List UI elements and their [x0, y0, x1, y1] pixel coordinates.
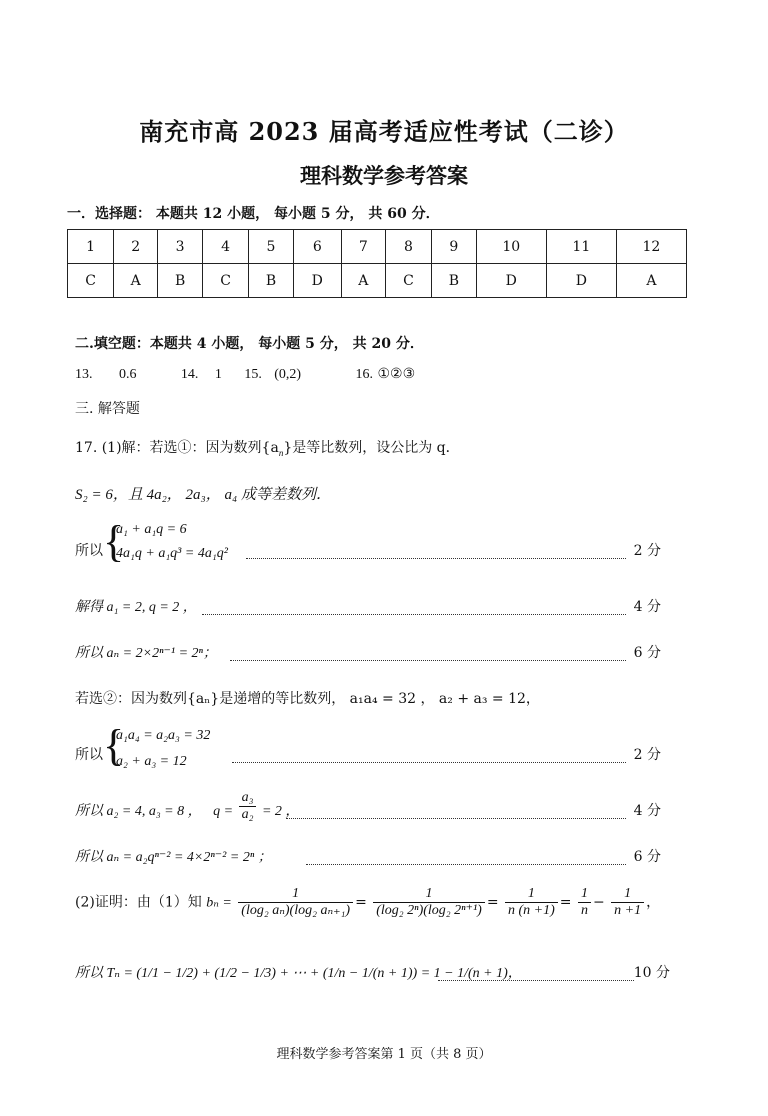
fraction: [611, 886, 644, 919]
brace-icon: {: [103, 721, 125, 770]
question-number: 10: [476, 230, 546, 264]
q17-intro-sub: n: [278, 447, 284, 458]
section1-heading: 一．选择题： 本题共 12 小题， 每小题 5 分， 共 60 分．: [67, 206, 440, 222]
fraction: [373, 886, 485, 919]
denominator: (log₂ 2ⁿ)(log₂ 2ⁿ⁺¹): [376, 903, 482, 918]
question-number: 11: [546, 230, 616, 264]
denominator: (log₂ aₙ)(log₂ aₙ₊₁): [241, 903, 351, 918]
question-number: 6: [293, 230, 341, 264]
q-numerator: a₃: [239, 790, 257, 807]
question-number: 12: [616, 230, 686, 264]
question-number: 1: [68, 230, 114, 264]
solve-line: 解得 a₁ = 2, q = 2 ，: [75, 600, 197, 615]
fraction: [238, 886, 353, 919]
q-lhs: q =: [213, 804, 234, 819]
numerator: 1: [611, 886, 644, 903]
answer-value: 1: [214, 367, 222, 382]
table-row: [68, 230, 687, 264]
option2-line: 若选②：因为数列{aₙ}是递增的等比数列， a₁a₄ = 32 ， a₂ + a₃ = 12，: [75, 691, 540, 707]
score-label: 6 分: [633, 849, 661, 865]
answer-letter: A: [114, 264, 158, 298]
section3-heading: 三. 解答题: [75, 401, 140, 417]
q17-condition: S₂ = 6，且 4a₂， 2a₃， a₄ 成等差数列．: [75, 487, 331, 503]
fraction: [505, 886, 558, 919]
answer-letter: D: [546, 264, 616, 298]
page-subtitle: 理科数学参考答案: [300, 163, 468, 188]
answer-letter: D: [293, 264, 341, 298]
answer-letter: C: [385, 264, 431, 298]
numerator: 1: [238, 886, 353, 903]
so-label: 所以: [75, 543, 103, 559]
q17-intro-tail: }是等比数列，设公比为 q．: [283, 440, 460, 456]
question-number: 15.: [244, 367, 262, 382]
answer-letter: B: [249, 264, 294, 298]
system-line: 4a₁q + a₁q³ = 4a₁q²: [116, 546, 228, 561]
question-number: 14.: [180, 367, 199, 382]
answer-letter: D: [476, 264, 546, 298]
result-line: 所以 aₙ = 2×2ⁿ⁻¹ = 2ⁿ；: [75, 646, 217, 661]
dot-leader: [232, 752, 626, 771]
tn-lead: 所以 Tₙ =: [75, 966, 133, 981]
section2-heading: 二.填空题：本题共 4 小题， 每小题 5 分， 共 20 分．: [75, 336, 424, 352]
score-label: 6 分: [633, 645, 661, 661]
answer-value: (0,2): [274, 367, 302, 382]
question-number: 7: [341, 230, 385, 264]
tn-expression: (1/1 − 1/2) + (1/2 − 1/3) + ⋯ + (1/n − 1/(n + 1)) = 1 − 1/(n + 1)，: [136, 966, 522, 981]
numerator: 1: [578, 886, 591, 903]
q-denominator: a₂: [241, 807, 254, 823]
table-row: [68, 264, 687, 298]
dot-leader: [230, 650, 626, 669]
a23-line: [75, 790, 300, 823]
proof-line: (2)证明：由（1）知 bₙ = $\frac{1}{\text{(log₂ aₙ)(log₂ aₙ₊₁)}}$ = $\frac{1}{\text{(log₂ 2ⁿ)(log₂ 2ⁿ⁺¹)}}$ = $\frac{1}{n (n +1)}$ = $\frac{1}{n}$ − $\frac{1}{n +1}$ ，: [75, 886, 661, 918]
denominator: n: [580, 903, 588, 918]
answer-value: ①②③: [377, 366, 416, 382]
brace-icon: {: [103, 517, 125, 566]
score-label: 2 分: [633, 747, 661, 763]
question-number: 16.: [355, 367, 374, 382]
dot-leader: [202, 604, 626, 623]
dot-leader: [246, 548, 626, 567]
answer-value: 0.6: [118, 367, 137, 382]
score-label: 2 分: [633, 543, 661, 559]
answer-letter: B: [432, 264, 477, 298]
answer-letter: C: [203, 264, 249, 298]
so-label: 所以: [75, 747, 103, 763]
question-number: 8: [385, 230, 431, 264]
dot-leader: [306, 854, 626, 873]
page-footer: 理科数学参考答案第 1 页（共 8 页）: [276, 1047, 492, 1062]
proof-lead: (2)证明：由（1）知: [75, 894, 202, 911]
question-number: 13.: [75, 367, 93, 382]
fraction: [578, 886, 591, 919]
denominator: n +1: [614, 903, 642, 918]
q17-intro: [75, 437, 460, 458]
score-label: 4 分: [633, 803, 661, 819]
answer-letter: A: [341, 264, 385, 298]
answer-table: [67, 229, 687, 298]
q-rhs: = 2 ，: [261, 804, 300, 819]
score-label: 4 分: [633, 599, 661, 615]
question-number: 4: [203, 230, 249, 264]
answer-letter: A: [616, 264, 686, 298]
question-number: 9: [432, 230, 477, 264]
question-number: 5: [249, 230, 294, 264]
fill-blank-row: [75, 366, 415, 383]
result-line: 所以 aₙ = a₂qⁿ⁻² = 4×2ⁿ⁻² = 2ⁿ ；: [75, 850, 272, 865]
q17-intro-text: 17. (1)解：若选①：因为数列{a: [75, 440, 279, 456]
page-title: 南充市高 2023 届高考适应性考试（二诊）: [139, 117, 629, 146]
dot-leader: [286, 808, 626, 827]
answer-letter: C: [68, 264, 114, 298]
numerator: 1: [373, 886, 485, 903]
question-number: 3: [158, 230, 203, 264]
bn-label: bₙ =: [206, 895, 232, 911]
denominator: n (n +1): [508, 903, 555, 918]
a23-text: 所以 a₂ = 4, a₃ = 8 ，: [75, 804, 202, 819]
question-number: 2: [114, 230, 158, 264]
system-line: a₁a₄ = a₂a₃ = 32: [116, 728, 211, 743]
system-line: a₁ + a₁q = 6: [116, 522, 187, 537]
dot-leader: [438, 970, 634, 989]
answer-letter: B: [158, 264, 203, 298]
numerator: 1: [505, 886, 558, 903]
system-line: a₂ + a₃ = 12: [116, 754, 187, 769]
q-fraction: [239, 790, 257, 823]
score-label: 10 分: [633, 965, 670, 981]
